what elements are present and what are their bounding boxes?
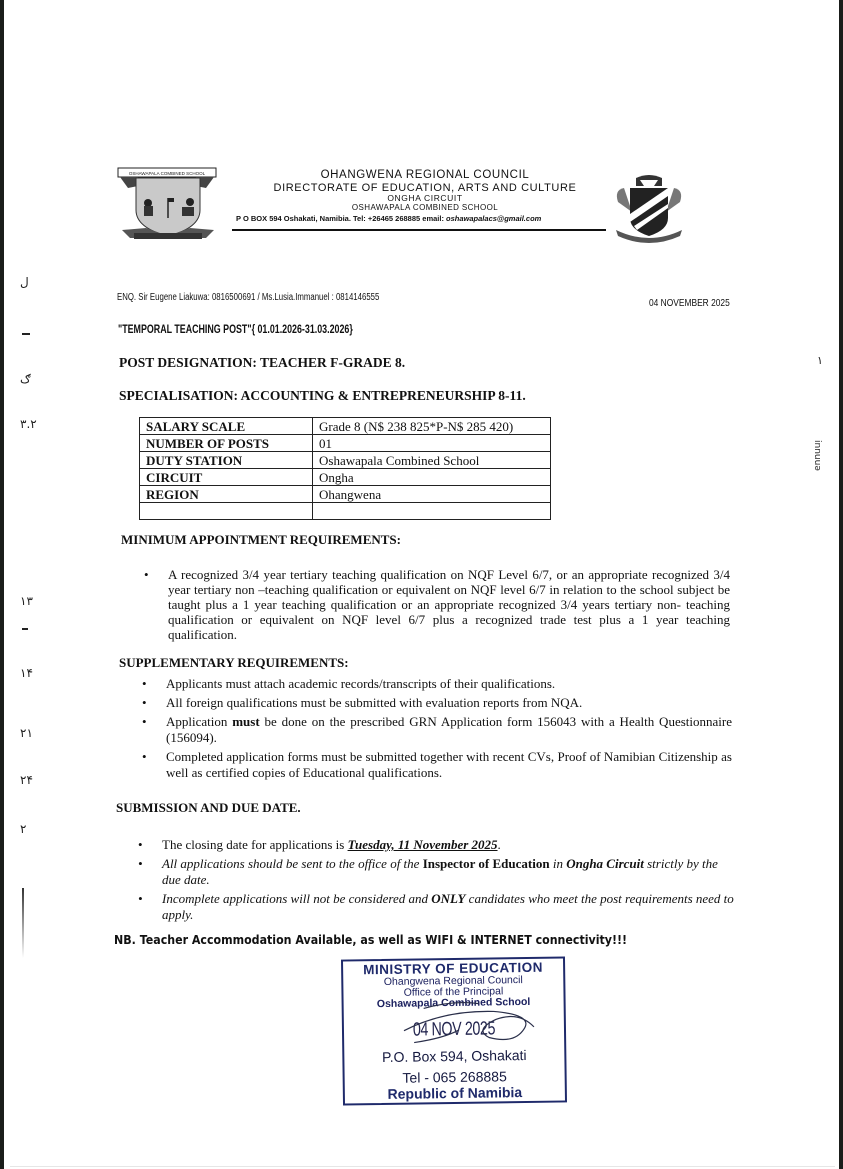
- margin-dash: [22, 628, 28, 630]
- row-value: Oshawapala Combined School: [313, 452, 551, 469]
- row-label: CIRCUIT: [140, 469, 313, 486]
- post-type-title: "TEMPORAL TEACHING POST"{ 01.01.2026-31.03.2026}: [118, 322, 353, 336]
- document-date: 04 NOVEMBER 2025: [649, 297, 730, 309]
- table-row: [140, 418, 551, 435]
- stamp-council: Ohangwena Regional Council: [383, 974, 523, 988]
- table-row: [140, 469, 551, 486]
- stamp-tel: Tel - 065 268885: [402, 1068, 507, 1086]
- page-bottom-edge: [10, 1166, 835, 1167]
- list-item: • The closing date for applications is Tuesday, 11 November 2025.: [138, 837, 734, 853]
- circuit-name: ONGHA CIRCUIT: [387, 193, 463, 203]
- post-designation: POST DESIGNATION: TEACHER F-GRADE 8.: [119, 355, 406, 370]
- closing-date: Tuesday, 11 November 2025: [347, 837, 498, 852]
- council-name: OHANGWENA REGIONAL COUNCIL: [320, 169, 530, 181]
- row-value: Ongha: [313, 469, 551, 486]
- table-row: [140, 452, 551, 469]
- margin-dash: [22, 333, 30, 335]
- row-value: [313, 503, 551, 520]
- header-rule: [232, 229, 606, 231]
- stamp-po-box: P.O. Box 594, Oshakati: [381, 1046, 527, 1066]
- margin-mark: ۳.۲: [20, 417, 37, 431]
- svg-text:OSHAWAPALA COMBINED SCHOOL: OSHAWAPALA COMBINED SCHOOL: [128, 171, 206, 176]
- list-item: • Incomplete applications will not be considered and ONLY candidates who meet the post requirements need to apply.: [138, 891, 734, 923]
- list-item: • All applications should be sent to the office of the Inspector of Education in Ongha Circuit strictly by the due date.: [138, 856, 734, 888]
- margin-mark: ۲۴: [20, 773, 33, 787]
- official-stamp: [341, 956, 567, 1105]
- school-crest-logo: [116, 166, 220, 244]
- margin-mark: ل: [20, 275, 29, 289]
- post-details-table: [139, 417, 551, 520]
- stamp-school: Oshawapala Combined School: [376, 995, 531, 1011]
- directorate-name: DIRECTORATE OF EDUCATION, ARTS AND CULTURE: [273, 182, 577, 194]
- row-label: DUTY STATION: [140, 452, 313, 469]
- minimum-requirements-list: [144, 567, 730, 642]
- list-item: • Applicants must attach academic records/transcripts of their qualifications.: [142, 676, 732, 692]
- namibia-coat-of-arms-logo: [610, 172, 688, 246]
- row-value: Grade 8 (N$ 238 825*P-N$ 285 420): [313, 418, 551, 435]
- margin-mark: ۱۴: [20, 666, 33, 680]
- margin-mark: ١: [817, 354, 823, 367]
- list-item: • All foreign qualifications must be submitted with evaluation reports from NQA.: [142, 695, 732, 711]
- margin-mark: ۱۳: [20, 594, 33, 608]
- row-label: SALARY SCALE: [140, 418, 313, 435]
- scan-edge-left: [0, 0, 4, 1169]
- minimum-requirements-heading: MINIMUM APPOINTMENT REQUIREMENTS:: [121, 532, 401, 547]
- supplementary-requirements-list: [142, 676, 732, 781]
- table-row: [140, 435, 551, 452]
- row-value: Ohangwena: [313, 486, 551, 503]
- stamp-date: 04 NOV 2025: [412, 1018, 496, 1041]
- margin-mark: ۲۱: [20, 726, 33, 740]
- contact-line: P O BOX 594 Oshakati, Namibia. Tel: +26465 268885 email: oshawapalacs@gmail.com: [236, 214, 542, 223]
- row-label: NUMBER OF POSTS: [140, 435, 313, 452]
- school-name: OSHAWAPALA COMBINED SCHOOL: [351, 203, 499, 212]
- row-label: REGION: [140, 486, 313, 503]
- margin-mark: innuuə: [812, 440, 822, 471]
- submission-list: [138, 837, 734, 923]
- email-link[interactable]: oshawapalacs@gmail.com: [446, 214, 542, 223]
- submission-heading: SUBMISSION AND DUE DATE.: [116, 800, 301, 815]
- list-item: • Completed application forms must be submitted together with recent CVs, Proof of Namibian Citizenship as well as certified copies of Educational qualifications.: [142, 749, 732, 781]
- list-item: • Application must be done on the prescribed GRN Application form 156043 with a Health Questionnaire (156094).: [142, 714, 732, 746]
- margin-line: [22, 888, 24, 958]
- supplementary-requirements-heading: SUPPLEMENTARY REQUIREMENTS:: [119, 655, 349, 670]
- letterhead: [230, 169, 620, 224]
- nb-accommodation-note: NB. Teacher Accommodation Available, as well as WIFI & INTERNET connectivity!!!: [114, 933, 628, 947]
- enquiries-contact: ENQ. Sir Eugene Liakuwa: 0816500691 / Ms.Lusia.Immanuel : 0814146555: [117, 292, 380, 303]
- signature-icon: [383, 989, 554, 1051]
- margin-mark: ګ: [20, 372, 31, 386]
- row-label: [140, 503, 313, 520]
- stamp-country: Republic of Namibia: [387, 1084, 523, 1102]
- scan-edge-right: [839, 0, 843, 1169]
- margin-mark: ۲: [20, 822, 27, 836]
- table-row: [140, 503, 551, 520]
- stamp-office: Office of the Principal: [403, 985, 504, 999]
- table-row: [140, 486, 551, 503]
- stamp-ministry: MINISTRY OF EDUCATION: [363, 959, 544, 978]
- specialisation: SPECIALISATION: ACCOUNTING & ENTREPRENEURSHIP 8-11.: [119, 388, 526, 403]
- list-item: • A recognized 3/4 year tertiary teaching qualification on NQF Level 6/7, or an appropriate recognized 3/4 year tertiary non –teaching qualification or equivalent on NQF level 6/7 in relation to the school subject be taught plus a 1 year teaching qualification or an appropriate recognized 3/4 years tertiary non- teaching qualification or equivalent on NQF level 6/7 plus a recognized trade test plus a 1 year teaching qualification.: [144, 567, 730, 642]
- row-value: 01: [313, 435, 551, 452]
